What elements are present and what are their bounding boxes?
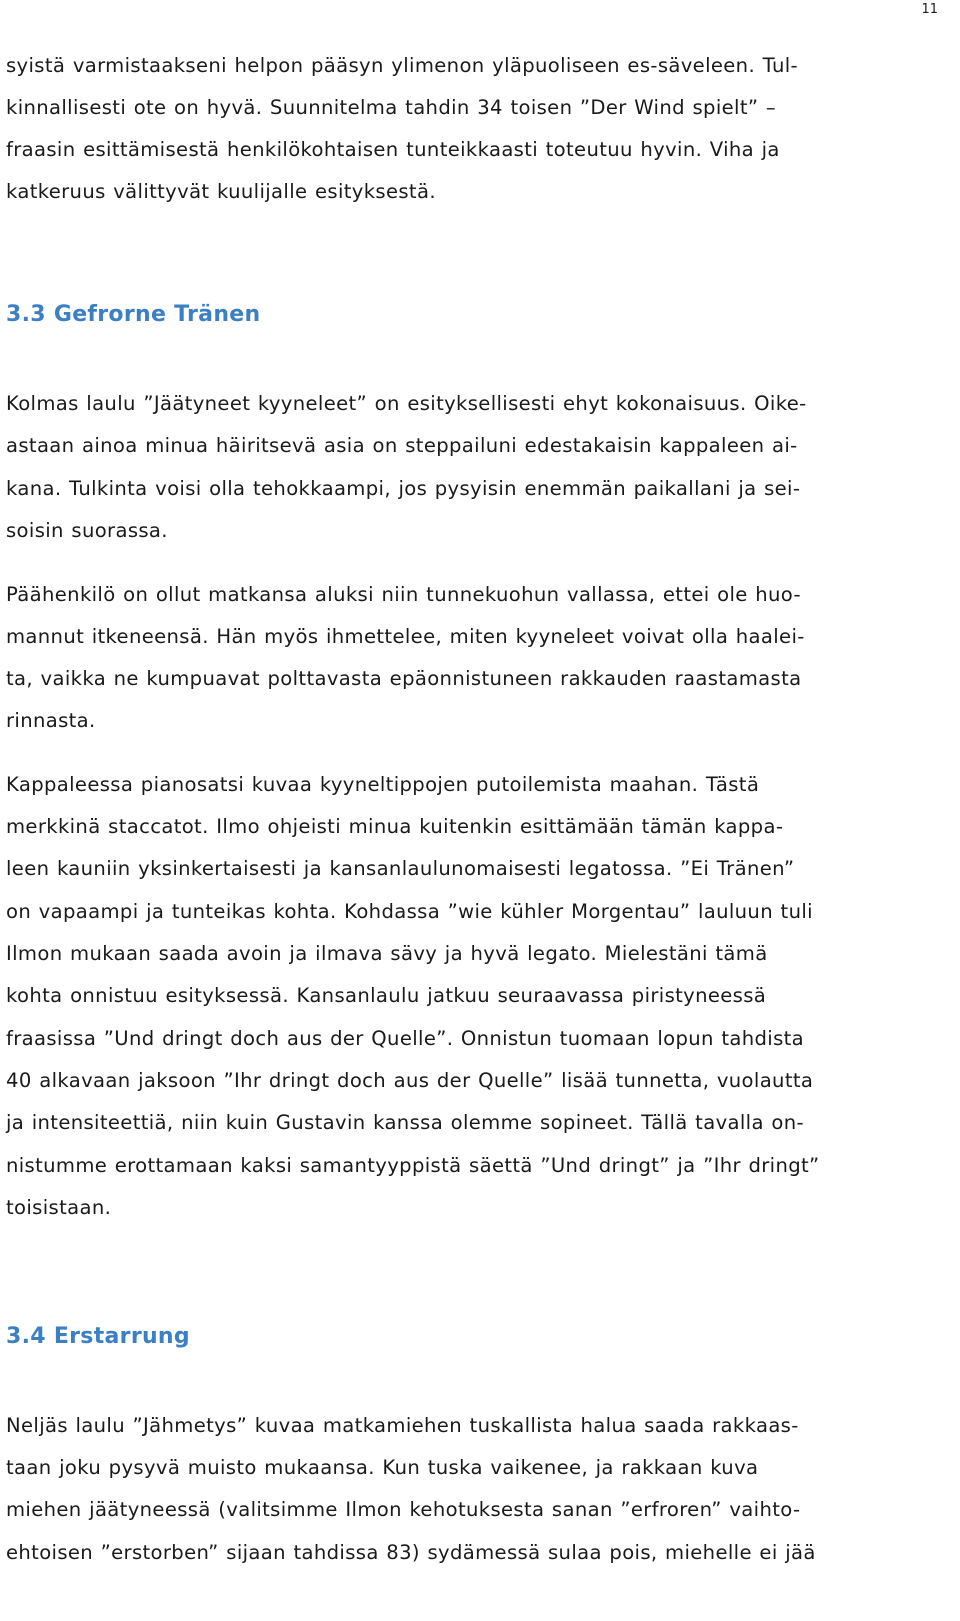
text-line: taan joku pysyvä muisto mukaansa. Kun tuska vaikenee, ja rakkaan kuva [6, 1456, 759, 1479]
text-line: kana. Tulkinta voisi olla tehokkaampi, jos pysyisin enemmän paikallani ja sei- [6, 477, 801, 500]
text-line: merkkinä staccatot. Ilmo ohjeisti minua kuitenkin esittämään tämän kappa- [6, 815, 784, 838]
text-line: kohta onnistuu esityksessä. Kansanlaulu jatkuu seuraavassa piristyneessä [6, 984, 767, 1007]
text-line: ehtoisen ”erstorben” sijaan tahdissa 83) sydämessä sulaa pois, miehelle ei jää [6, 1541, 816, 1564]
text-line: fraasin esittämisestä henkilökohtaisen tunteikkaasti toteutuu hyvin. Viha ja [6, 138, 780, 161]
section-heading-3-4: 3.4 Erstarrung [6, 1324, 190, 1349]
text-line: syistä varmistaakseni helpon pääsyn ylimenon yläpuoliseen es-säveleen. Tul- [6, 54, 798, 77]
text-line: rinnasta. [6, 709, 96, 732]
text-line: astaan ainoa minua häiritsevä asia on steppailuni edestakaisin kappaleen ai- [6, 434, 798, 457]
section-heading-3-3: 3.3 Gefrorne Tränen [6, 302, 261, 327]
text-line: nistumme erottamaan kaksi samantyyppistä säettä ”Und dringt” ja ”Ihr dringt” [6, 1154, 820, 1177]
text-line: fraasissa ”Und dringt doch aus der Quelle”. Onnistun tuomaan lopun tahdista [6, 1027, 805, 1050]
text-line: kinnallisesti ote on hyvä. Suunnitelma tahdin 34 toisen ”Der Wind spielt” – [6, 96, 777, 119]
text-line: on vapaampi ja tunteikas kohta. Kohdassa ”wie kühler Morgentau” lauluun tuli [6, 900, 813, 923]
page-number: 11 [921, 2, 938, 17]
text-line: ja intensiteettiä, niin kuin Gustavin kanssa olemme sopineet. Tällä tavalla on- [6, 1111, 804, 1134]
text-line: Kolmas laulu ”Jäätyneet kyyneleet” on esityksellisesti ehyt kokonaisuus. Oike- [6, 392, 807, 415]
text-line: mannut itkeneensä. Hän myös ihmettelee, miten kyyneleet voivat olla haalei- [6, 625, 805, 648]
text-line: leen kauniin yksinkertaisesti ja kansanlaulunomaisesti legatossa. ”Ei Tränen” [6, 857, 795, 880]
text-line: 40 alkavaan jaksoon ”Ihr dringt doch aus der Quelle” lisää tunnetta, vuolautta [6, 1069, 814, 1092]
text-line: toisistaan. [6, 1196, 112, 1219]
text-line: Kappaleessa pianosatsi kuvaa kyyneltippojen putoilemista maahan. Tästä [6, 773, 760, 796]
text-line: Neljäs laulu ”Jähmetys” kuvaa matkamiehen tuskallista halua saada rakkaas- [6, 1414, 799, 1437]
text-line: soisin suorassa. [6, 519, 168, 542]
text-line: ta, vaikka ne kumpuavat polttavasta epäonnistuneen rakkauden raastamasta [6, 667, 802, 690]
text-line: katkeruus välittyvät kuulijalle esityksestä. [6, 180, 436, 203]
text-line: Päähenkilö on ollut matkansa aluksi niin tunnekuohun vallassa, ettei ole huo- [6, 583, 801, 606]
text-line: Ilmon mukaan saada avoin ja ilmava sävy ja hyvä legato. Mielestäni tämä [6, 942, 768, 965]
text-line: miehen jäätyneessä (valitsimme Ilmon kehotuksesta sanan ”erfroren” vaihto- [6, 1498, 801, 1521]
